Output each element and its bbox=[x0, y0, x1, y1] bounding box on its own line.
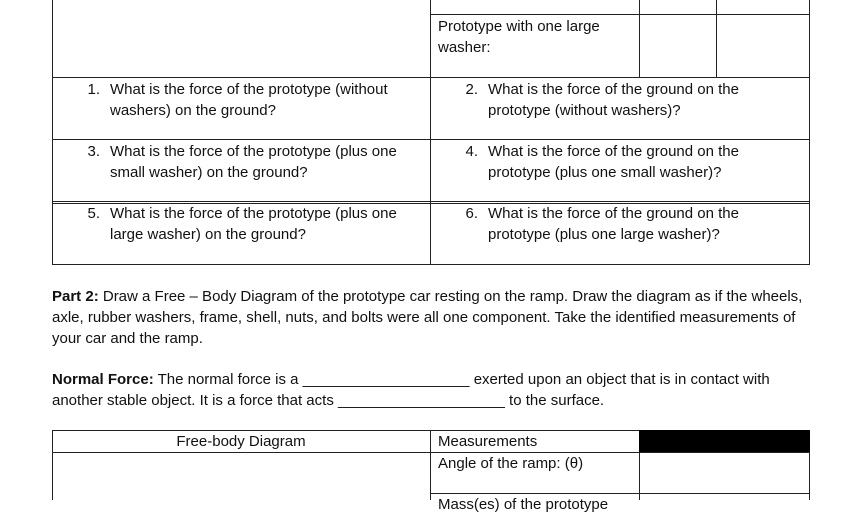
table-border-col4 bbox=[716, 0, 717, 77]
part2-paragraph bbox=[52, 286, 812, 349]
question-text: What is the force of the ground on the prototype (plus one small washer)? bbox=[488, 143, 739, 181]
question-number: 4. bbox=[465, 143, 478, 160]
question-number: 2. bbox=[465, 81, 478, 98]
question-text: What is the force of the ground on the prototype (without washers)? bbox=[488, 81, 739, 119]
table-border-left bbox=[52, 0, 53, 265]
question-text: What is the force of the prototype (without washers) on the ground? bbox=[110, 81, 388, 119]
question-number: 6. bbox=[465, 205, 478, 222]
normal-force-blank-1[interactable]: ____________________ bbox=[302, 371, 470, 388]
table-border-col3 bbox=[639, 0, 640, 77]
question-number: 1. bbox=[87, 81, 100, 98]
table-row-line bbox=[52, 139, 810, 140]
question-text: What is the force of the prototype (plus one small washer) on the ground? bbox=[110, 143, 397, 181]
mass-of-prototype-label: Mass(es) of the prototype bbox=[438, 496, 609, 513]
normal-force-heading: Normal Force: bbox=[52, 371, 154, 388]
table-border-right bbox=[809, 0, 810, 265]
question-text: What is the force of the prototype (plus one large washer) on the ground? bbox=[110, 205, 397, 243]
normal-force-text-b: exerted upon an object that is in contact with another stable object. It is a force that acts bbox=[52, 371, 770, 409]
table-border-mid bbox=[430, 430, 431, 500]
prototype-large-washer-label: Prototype with one large washer: bbox=[438, 18, 600, 56]
normal-force-text-c: to the surface. bbox=[509, 392, 605, 409]
table-row-line bbox=[52, 452, 810, 453]
measurements-header: Measurements bbox=[438, 433, 538, 450]
normal-force-paragraph bbox=[52, 369, 812, 411]
part2-heading: Part 2: bbox=[52, 288, 99, 305]
table-row-line bbox=[52, 77, 810, 78]
question-text: What is the force of the ground on the prototype (plus one large washer)? bbox=[488, 205, 739, 243]
black-header-cell bbox=[639, 430, 810, 452]
table-row-line bbox=[52, 201, 810, 202]
question-number: 5. bbox=[87, 205, 100, 222]
normal-force-text-a: The normal force is a bbox=[157, 371, 299, 388]
part2-text: Draw a Free – Body Diagram of the prototype car resting on the ramp. Draw the diagram as if the wheels, axle, rubber washers, frame, shell, nuts, and bolts were all one component. Take the identified measurements of your car and the ramp. bbox=[52, 288, 803, 347]
free-body-diagram-header: Free-body Diagram bbox=[176, 433, 306, 450]
normal-force-blank-2[interactable]: ____________________ bbox=[338, 392, 505, 409]
table-row-line bbox=[430, 14, 810, 15]
table-row-line bbox=[52, 264, 810, 265]
table-border-mid bbox=[430, 0, 431, 265]
question-number: 3. bbox=[87, 143, 100, 160]
angle-of-ramp-label: Angle of the ramp: (θ) bbox=[438, 455, 584, 472]
